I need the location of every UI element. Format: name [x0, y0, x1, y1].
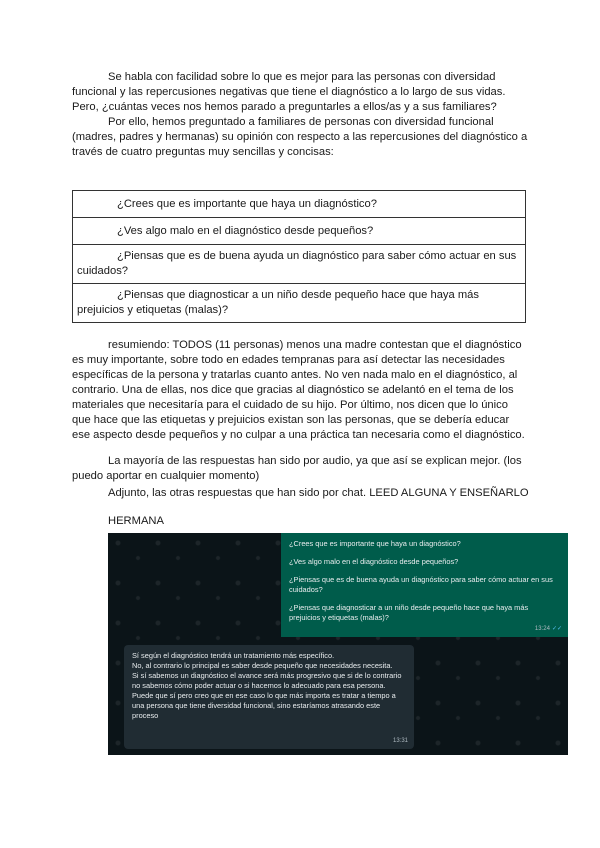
outgoing-line-4: ¿Piensas que diagnosticar a un niño desde pequeño hace que haya más prejuicios y etiquetas (malas)?	[289, 603, 529, 622]
incoming-line-1: Sí según el diagnóstico tendrá un tratamiento más específico.	[132, 651, 335, 660]
outgoing-message	[281, 533, 568, 637]
intro-section	[72, 70, 532, 160]
outgoing-line-3: ¿Piensas que es de buena ayuda un diagnóstico para saber cómo actuar en sus cuidados?	[289, 575, 553, 594]
incoming-line-3: Si sí sabemos un diagnóstico el avance será más progresivo que si de lo contrario no sabemos cómo poder actuar o si hacemos lo adecuado para esa persona.	[132, 671, 402, 690]
summary-paragraph: resumiendo: TODOS (11 personas) menos una madre contestan que el diagnóstico es muy importante, sobre todo en edades tempranas para así detectar las necesidades específicas de la persona y tratarlas cuanto antes. No ven nada malo en el diagnóstico, al contrario. Una de ellas, nos dice que gracias al diagnóstico se adelantó en el tema de los materiales que necesitaría para el cuidado de su hijo. Por último, nos dicen que lo único que hace que las etiquetas y prejuicios existan son las personas, que se debería educar ese aspecto desde pequeños y no culpar a una práctica tan necesaria como el diagnóstico.	[72, 339, 525, 441]
incoming-timestamp: 13:31	[392, 738, 408, 744]
question-3: ¿Piensas que es de buena ayuda un diagnóstico para saber cómo actuar en sus cuidados?	[77, 250, 517, 277]
section-label: HERMANA	[108, 515, 164, 527]
outgoing-line-2: ¿Ves algo malo en el diagnóstico desde pequeños?	[289, 557, 459, 566]
outgoing-time-text: 13:24	[534, 626, 550, 632]
incoming-line-2: No, al contrario lo principal es saber desde pequeño que necesidades necesita.	[132, 661, 393, 670]
chat-screenshot	[108, 533, 568, 755]
incoming-message	[124, 645, 414, 749]
question-4: ¿Piensas que diagnosticar a un niño desde pequeño hace que haya más prejuicios y etiquetas (malas)?	[77, 289, 479, 316]
chat-note: Adjunto, las otras respuestas que han sido por chat. LEED ALGUNA Y ENSEÑARLO	[108, 487, 529, 499]
intro-paragraph-1: Se habla con facilidad sobre lo que es mejor para las personas con diversidad funcional y las repercusiones negativas que tiene el diagnóstico a lo largo de sus vidas. Pero, ¿cuántas veces nos hemos parado a preguntarles a ellos/as y a sus familiares?	[72, 71, 506, 113]
intro-paragraph-2: Por ello, hemos preguntado a familiares de personas con diversidad funcional (madres, padres y hermanas) su opinión con respecto a las repercusiones del diagnóstico a través de cuatro preguntas muy sencillas y concisas:	[72, 116, 528, 158]
read-checkmarks-icon: ✓✓	[551, 626, 562, 632]
audio-note: La mayoría de las respuestas han sido por audio, ya que así se explican mejor. (los puedo aportar en cualquier momento)	[72, 455, 522, 482]
questions-table	[72, 190, 526, 323]
incoming-line-4: Puede que sí pero creo que en ese caso lo que más importa es tratar a tiempo a una persona que tiene diversidad funcional, sino estaríamos atrasando este proceso	[132, 691, 396, 720]
outgoing-line-1: ¿Crees que es importante que haya un diagnóstico?	[289, 539, 461, 548]
question-1: ¿Crees que es importante que haya un diagnóstico?	[117, 197, 377, 210]
question-2: ¿Ves algo malo en el diagnóstico desde pequeños?	[117, 224, 374, 237]
outgoing-timestamp	[535, 624, 562, 634]
